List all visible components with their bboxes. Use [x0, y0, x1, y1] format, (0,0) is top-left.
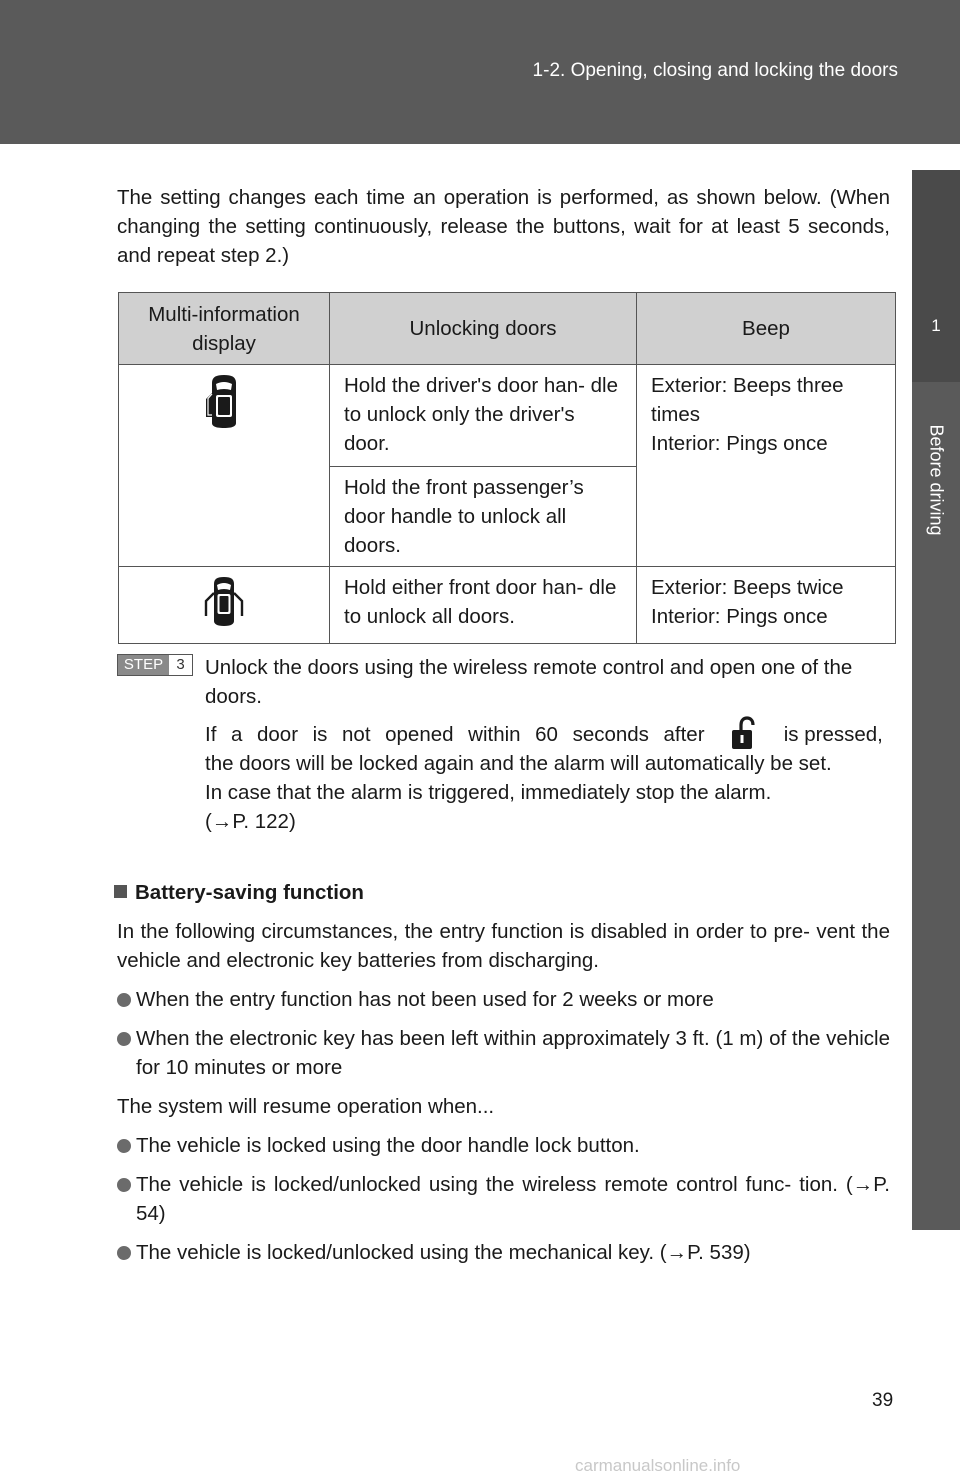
display-cell: [119, 365, 330, 567]
beep-interior: Interior: Pings once: [651, 605, 828, 628]
table-row: [119, 567, 896, 644]
bullet-dot-icon: [117, 1246, 131, 1260]
list-item: When the entry function has not been used for 2 weeks or more: [117, 985, 890, 1014]
unlock-either-door: Hold either front door han- dle to unlock all doors.: [330, 567, 637, 644]
bullet-dot-icon: [117, 1178, 131, 1192]
step-note: [205, 720, 883, 836]
list-item: The vehicle is locked/unlocked using the mechanical key. (→P. 539): [117, 1238, 890, 1267]
unlock-passenger-door: Hold the front passenger’s door handle to unlock all doors.: [330, 467, 637, 567]
note-first-line: If a door is not opened within 60 seconds after is pressed,: [205, 720, 883, 749]
resume-text: The system will resume operation when...: [117, 1095, 495, 1118]
header-display: Multi-information display: [119, 293, 330, 365]
beep-interior: Interior: Pings once: [651, 432, 828, 455]
list-item: When the electronic key has been left within approximately 3 ft. (1 m) of the vehicle for 10 minutes or more: [117, 1024, 890, 1082]
battery-intro: In the following circumstances, the entry function is disabled in order to pre- vent the vehicle and electronic key batteries from discharging.: [117, 920, 890, 972]
car-both-doors-icon: [199, 573, 249, 629]
list-item: The vehicle is locked/unlocked using the wireless remote control func- tion. (→P. 54): [117, 1170, 890, 1228]
page-number: 39: [872, 1390, 894, 1411]
table-row: [119, 365, 896, 467]
chapter-label: Before driving: [926, 424, 947, 536]
step-3-text: Unlock the doors using the wireless remote control and open one of the doors.: [205, 656, 853, 708]
beep-exterior: Exterior: Beeps three times: [651, 374, 844, 426]
unlock-driver-door: Hold the driver's door han- dle to unlock only the driver's door.: [330, 365, 637, 467]
bullet-dot-icon: [117, 1032, 131, 1046]
bullet-dot-icon: [117, 1139, 131, 1153]
square-bullet-icon: [114, 885, 127, 898]
bullet-dot-icon: [117, 993, 131, 1007]
padlock-icon: [719, 720, 769, 749]
watermark: carmanualsonline.info: [575, 1456, 741, 1475]
list-item: The vehicle is locked using the door handle lock button.: [117, 1131, 890, 1160]
header-beep: Beep: [637, 293, 896, 365]
table-header-row: [119, 293, 896, 365]
step-number: 3: [176, 656, 185, 673]
section-title: 1-2. Opening, closing and locking the doors: [532, 60, 898, 81]
chapter-number: 1: [912, 170, 960, 382]
beep-cell-2: [637, 567, 896, 644]
car-driver-door-icon: [204, 371, 244, 431]
note-alarm: In case that the alarm is triggered, immediately stop the alarm.: [205, 781, 772, 804]
note-ref: (→P. 122): [205, 810, 296, 833]
intro-paragraph: The setting changes each time an operation is performed, as shown below. (When changing the setting continuously, release the buttons, wait for at least 5 seconds, and repeat step 2.): [117, 186, 890, 267]
header-unlocking: Unlocking doors: [330, 293, 637, 365]
display-cell: [119, 567, 330, 644]
note-rest: the doors will be locked again and the alarm will automatically be set.: [205, 752, 832, 775]
settings-table: [118, 292, 896, 644]
step-badge: [117, 654, 193, 676]
beep-cell-1: [637, 365, 896, 567]
beep-exterior: Exterior: Beeps twice: [651, 576, 844, 599]
step-label: STEP: [118, 655, 169, 675]
battery-saving-heading: Battery-saving function: [114, 878, 364, 907]
